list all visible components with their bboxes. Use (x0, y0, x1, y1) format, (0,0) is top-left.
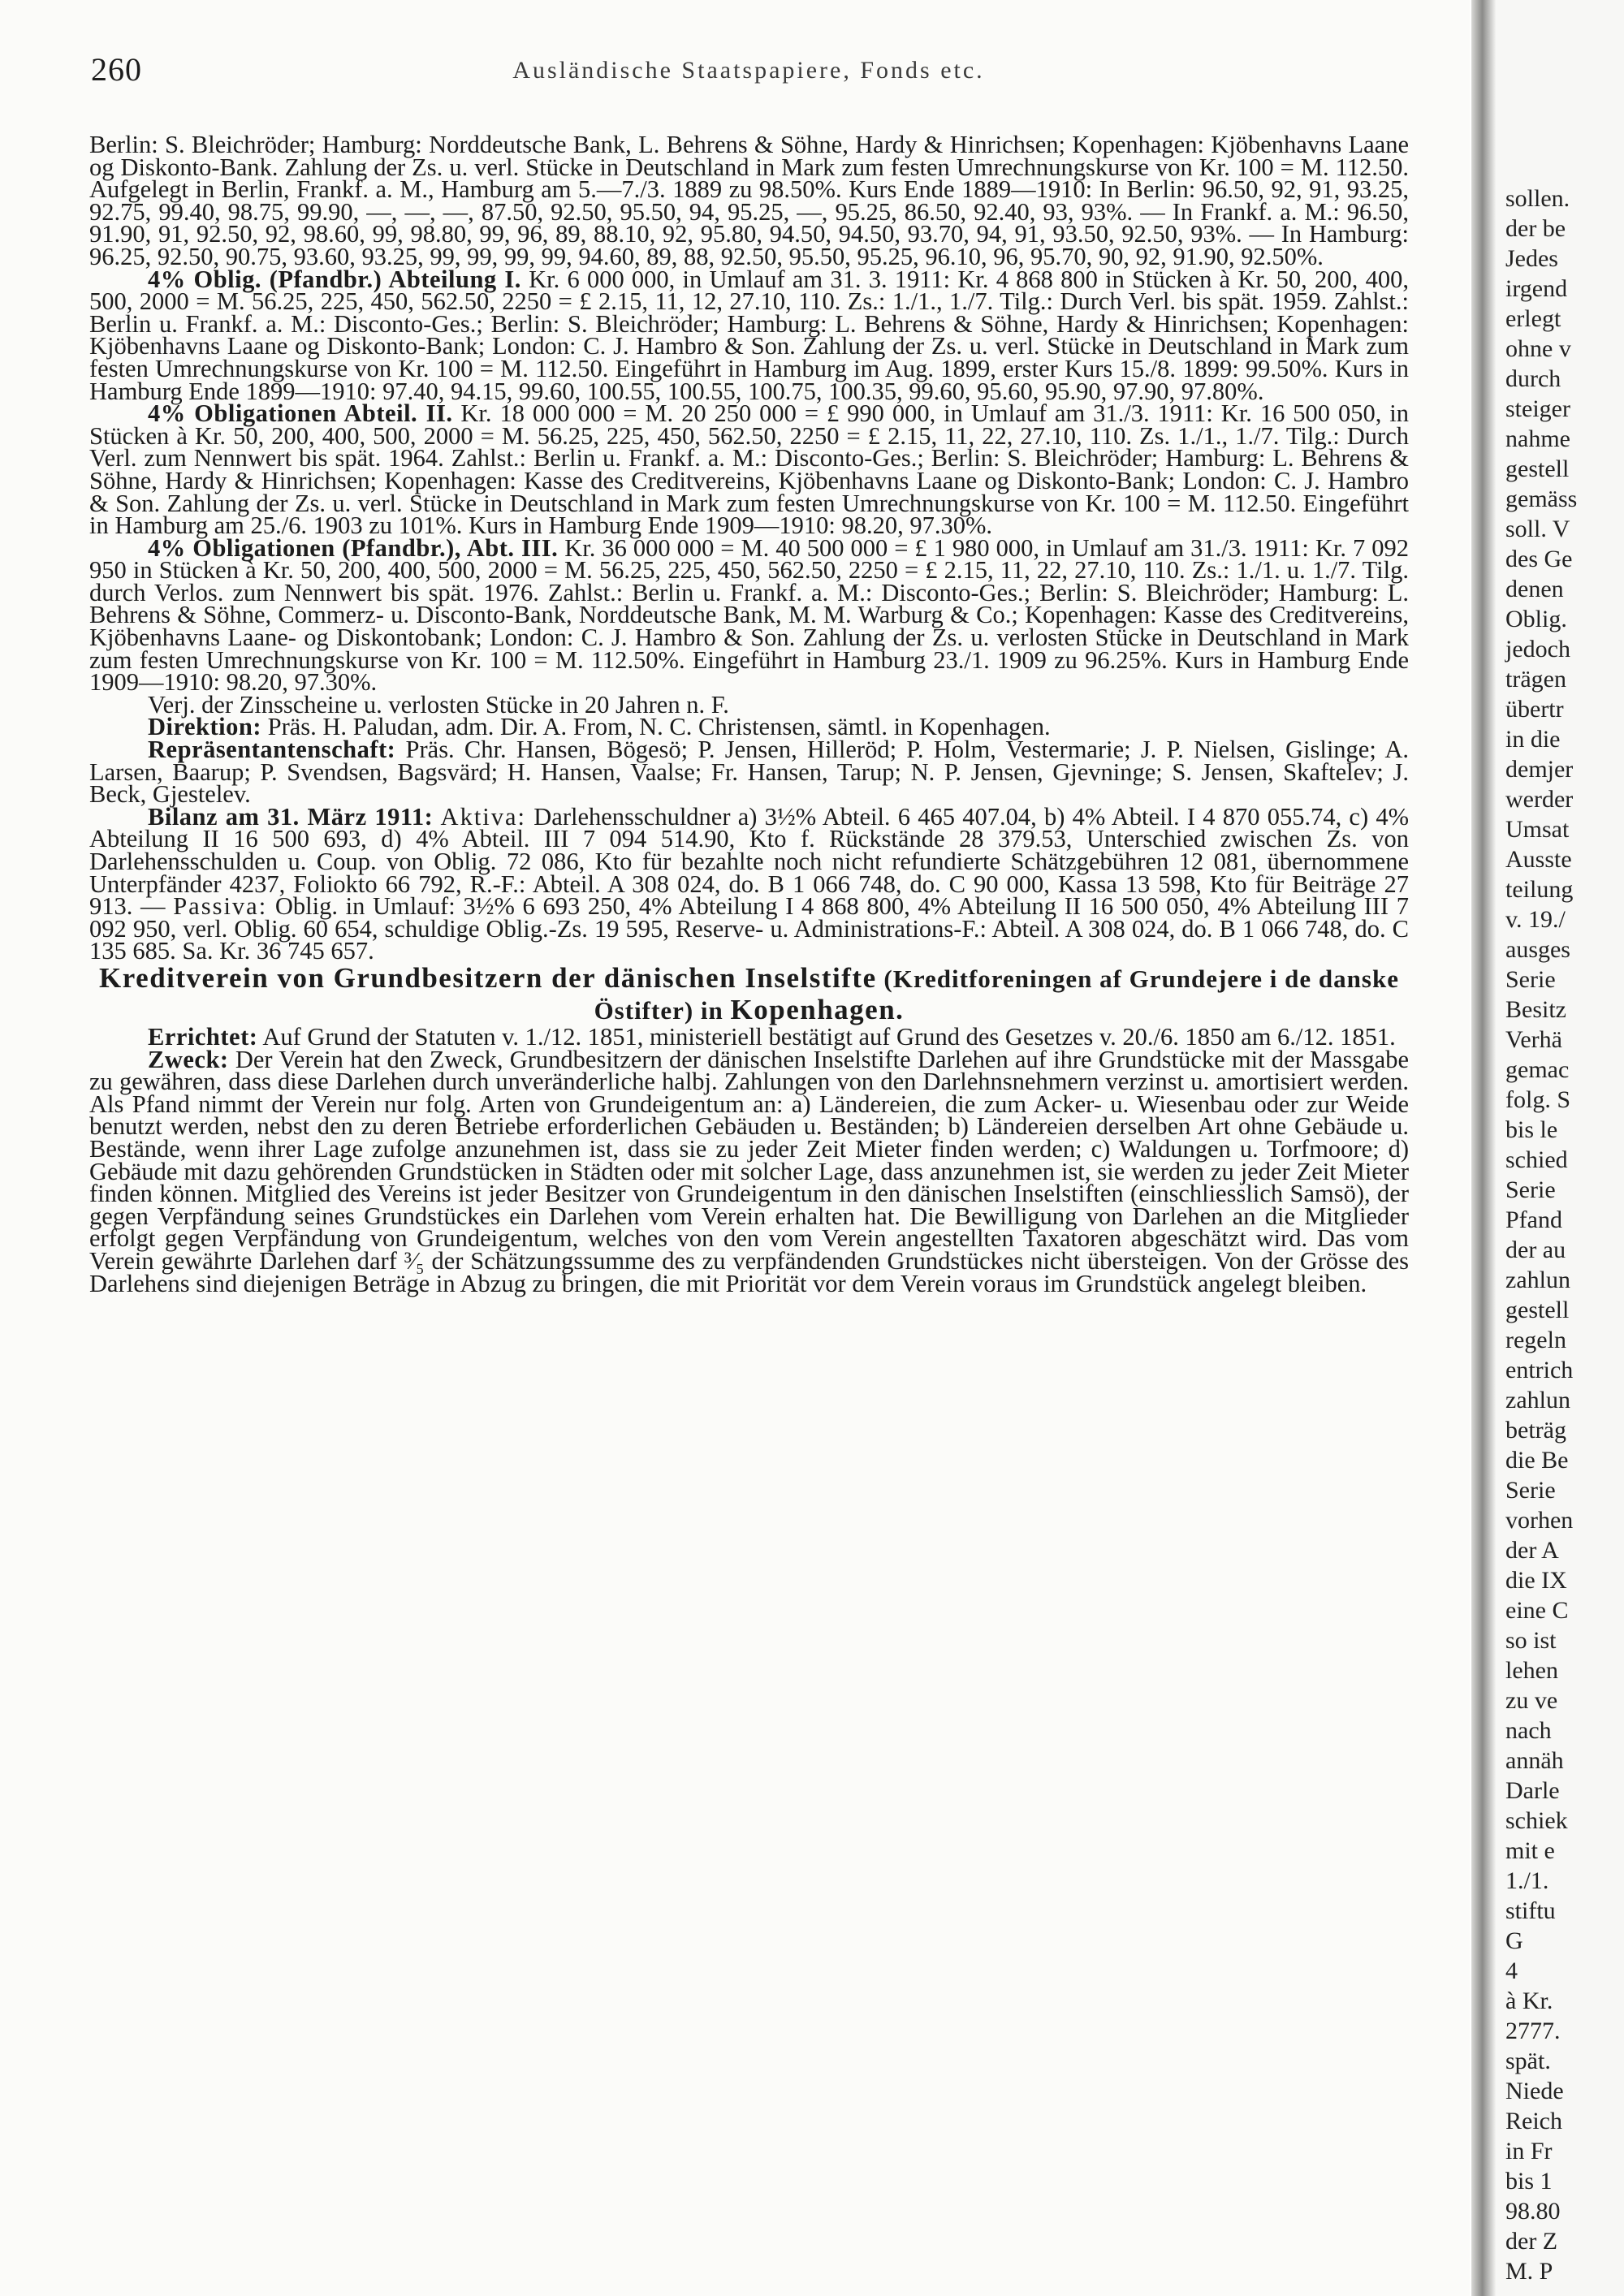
zweck-paragraph (89, 1045, 1409, 1297)
next-page-fragment: werder (1505, 786, 1574, 813)
next-page-fragment: bis 1 (1505, 2168, 1553, 2195)
next-page-fragment: teilung (1505, 876, 1574, 903)
abteilung-1-paragraph (89, 265, 1409, 405)
next-page-fragment: in die (1505, 726, 1561, 753)
next-page-fragment: 4 (1505, 1957, 1518, 1984)
next-page-fragment: der au (1505, 1236, 1566, 1263)
next-page-fragment: stiftu (1505, 1897, 1556, 1924)
section-heading-main: Kreditverein von Grundbesitzern der dänischen Inselstifte (99, 961, 877, 994)
next-page-fragment: 2777. (1505, 2018, 1561, 2044)
next-page-fragment: gestell (1505, 455, 1570, 482)
next-page-fragment: Pfand (1505, 1206, 1562, 1233)
next-page-fragment: beträg (1505, 1417, 1566, 1444)
next-page-fragment: die Be (1505, 1447, 1569, 1474)
next-page-fragment: ausges (1505, 936, 1570, 963)
abteilung-1-text: Kr. 6 000 000, in Umlauf am 31. 3. 1911: Kr. 4 868 800 in Stücken à Kr. 50, 200, 400, 500, 2000 = M. 56.25, 225, 450, 562.50, 2250 = £ 2.15, 11, 12, 27.10, 110. Zs.: 1./1., 1./7. Tilg.: Durch Verl. bis spät. 1959. Zahlst.: Berlin u. Frankf. a. M.: Disconto-Ges.; Berlin: S. Bleichröder; Hamburg: L. Behrens & Söhne, Hardy & Hinrichsen; Kopenhagen: Kjöbenhavns Laane og Diskonto-Bank; London: C. J. Hambro & Son. Zahlung der Zs. u. verl. Stücke in Deutschland in Mark zum festen Umrechnungskurse von Kr. 100 = M. 112.50. Eingeführt in Hamburg im Aug. 1899, erster Kurs 15./8. 1899: 99.50%. Kurs in Hamburg Ende 1899—1910: 97.40, 94.15, 99.60, 100.55, 100.55, 100.75, 100.35, 99.60, 95.60, 95.90, 97.90, 97.80%. (89, 265, 1409, 405)
intro-paragraph: Berlin: S. Bleichröder; Hamburg: Norddeutsche Bank, L. Behrens & Söhne, Hardy & Hinrichsen; Kopenhagen: Kjöbenhavns Laane og Diskonto-Bank. Zahlung der Zs. u. verl. Stücke in Deutschland in Mark zum festen Umrechnungskurse von Kr. 100 = M. 112.50. Aufgelegt in Berlin, Frankf. a. M., Hamburg am 5.—7./3. 1889 zu 98.50%. Kurs Ende 1889—1910: In Berlin: 96.50, 92, 91, 93.25, 92.75, 99.40, 98.75, 99.90, —, —, —, 87.50, 92.50, 95.50, 94, 95.25, —, 95.25, 86.50, 92.40, 93, 93%. — In Frankf. a. M.: 96.50, 91.90, 91, 92.50, 92, 98.60, 99, 98.80, 99, 96, 89, 88.10, 92, 95.80, 94.50, 94.50, 93.70, 94, 91, 93.50, 92.50, 93%. — In Hamburg: 96.25, 92.50, 90.75, 93.60, 93.25, 99, 99, 99, 99, 94.60, 89, 88, 92.50, 95.50, 95.25, 96.10, 96, 95.70, 90, 92, 91.90, 92.50%. (89, 131, 1409, 270)
section-heading (89, 963, 1409, 1026)
errichtet-label: Errichtet: (148, 1022, 258, 1051)
next-page-fragment: zahlun (1505, 1387, 1570, 1413)
next-page-fragment: zu ve (1505, 1687, 1558, 1714)
next-page-fragment: annäh (1505, 1747, 1564, 1774)
direktion-label: Direktion: (148, 713, 261, 741)
next-page-fragment: des Ge (1505, 546, 1573, 572)
abteilung-2-paragraph (89, 399, 1409, 540)
bilanz-paragraph (89, 802, 1409, 965)
next-page-edge (1496, 0, 1624, 2296)
next-page-fragment: gemac (1505, 1056, 1570, 1083)
next-page-fragment: denen (1505, 576, 1564, 602)
bilanz-passiva-label: Passiva: (173, 892, 268, 921)
bilanz-aktiva-text: Darlehensschuldner a) 3½% Abteil. 6 465 407.04, b) 4% Abteil. I 4 870 055.74, c) 4% Abteilung II 16 500 693, d) 4% Abteil. III 7 094 514.90, Kto f. Rückstände 28 379.53, Unterschied zwischen Zs. von Darlehensschulden u. Coup. von Oblig. 72 086, Kto für bezahlte noch nicht refundierte Schätzgebühren 12 081, übernommene Unterpfänder 4237, Foliokto 66 792, R.-F.: Abteil. A 308 024, do. B 1 066 748, do. C 90 000, Kassa 13 598, Kto für Beiträge 27 913. — (89, 802, 1409, 921)
next-page-fragment: gemäss (1505, 486, 1578, 512)
next-page-fragment: zahlun (1505, 1267, 1570, 1293)
next-page-fragment: so ist (1505, 1627, 1557, 1654)
next-page-fragment: regeln (1505, 1327, 1566, 1353)
abteilung-3-title: 4% Obligationen (Pfandbr.), Abt. III. (148, 533, 559, 562)
next-page-fragment: 98.80 (1505, 2198, 1561, 2225)
next-page-fragment: jedoch (1505, 636, 1570, 662)
next-page-fragment: vorhen (1505, 1507, 1574, 1534)
next-page-fragment: lehen (1505, 1657, 1558, 1684)
next-page-fragment: Verhä (1505, 1026, 1562, 1053)
zweck-label: Zweck: (148, 1045, 229, 1073)
book-gutter (1471, 0, 1496, 2296)
next-page-fragment: gestell (1505, 1297, 1570, 1323)
abteilung-3-text: Kr. 36 000 000 = M. 40 500 000 = £ 1 980 000, in Umlauf am 31./3. 1911: Kr. 7 092 950 in Stücken à Kr. 50, 200, 400, 500, 2000 = M. 56.25, 225, 450, 562.50, 2250 = £ 2.15, 11, 22, 27.10, 110. Zs.: 1./1. u. 1./7. Tilg. durch Verlos. zum Nennwert bis spät. 1976. Zahlst.: Berlin u. Frankf. a. M.: Disconto-Ges.; Berlin: S. Bleichröder; Hamburg: L. Behrens & Söhne, Commerz- u. Disconto-Bank, Norddeutsche Bank, M. M. Warburg & Co.; Kopenhagen: Kasse des Creditvereins, Kjöbenhavns Laane- og Diskontobank; London: C. J. Hambro & Son. Zahlung der Zs. u. verlosten Stücke in Deutschland in Mark zum festen Umrechnungskurse von Kr. 100 = M. 112.50%. Eingeführt in Hamburg 23./1. 1909 zu 96.25%. Kurs in Hamburg Ende 1909—1910: 98.20, 97.30%. (89, 533, 1409, 697)
next-page-fragment: demjer (1505, 756, 1574, 783)
repraesentantenschaft-text: Präs. Chr. Hansen, Bögesö; P. Jensen, Hilleröd; P. Holm, Vestermarie; J. P. Nielsen, Gislinge; A. Larsen, Baarup; P. Svendsen, Bagsvärd; H. Hansen, Vaalse; Fr. Hansen, Tarup; N. P. Jensen, Gjevninge; S. Jensen, Skaftelev; J. Beck, Gjestelev. (89, 736, 1409, 809)
next-page-fragment: Serie (1505, 1477, 1556, 1504)
next-page-fragment: Niede (1505, 2078, 1564, 2104)
repraesentantenschaft-label: Repräsentantenschaft: (148, 736, 396, 764)
next-page-fragment: entrich (1505, 1357, 1574, 1383)
abteilung-2-title: 4% Obligationen Abteil. II. (148, 399, 453, 428)
next-page-fragment: die IX (1505, 1567, 1567, 1594)
errichtet-text: Auf Grund der Statuten v. 1./12. 1851, ministeriell bestätigt auf Grund des Gesetzes v. 20./6. 1850 am 6./12. 1851. (257, 1022, 1396, 1051)
next-page-fragment: steiger (1505, 395, 1570, 422)
abteilung-2-text: Kr. 18 000 000 = M. 20 250 000 = £ 990 000, in Umlauf am 31./3. 1911: Kr. 16 500 050, in Stücken à Kr. 50, 200, 400, 500, 2000 = M. 56.25, 225, 450, 562.50, 2250 = £ 2.15, 11, 22, 27.10, 110. Zs. 1./1., 1./7. Tilg.: Durch Verl. zum Nennwert bis spät. 1964. Zahlst.: Berlin u. Frankf. a. M.: Disconto-Ges.; Berlin: S. Bleichröder; Hamburg: L. Behrens & Söhne, Hardy & Hinrichsen; Kopenhagen: Kasse des Creditvereins, Kjöbenhavns Laane og Diskonto-Bank; London: C. J. Hambro & Son. Zahlung der Zs. u. verl. Stücke in Deutschland in Mark zum festen Umrechnungskurse von Kr. 100 = M. 112.50. Eingeführt in Hamburg am 25./6. 1903 zu 101%. Kurs in Hamburg Ende 1909—1910: 98.20, 97.30%. (89, 399, 1409, 540)
next-page-fragment: erlegt (1505, 305, 1561, 332)
next-page-fragment: durch (1505, 365, 1561, 392)
next-page-fragment: à Kr. (1505, 1987, 1553, 2014)
next-page-fragment: G (1505, 1927, 1523, 1954)
next-page-fragment: der A (1505, 1537, 1559, 1564)
next-page-fragment: Darle (1505, 1777, 1560, 1804)
repraesentantenschaft-paragraph (89, 736, 1409, 809)
next-page-fragment: mit e (1505, 1837, 1555, 1864)
next-page-fragment: trägen (1505, 666, 1566, 693)
next-page-fragment: schied (1505, 1146, 1568, 1173)
section-heading-in: in (693, 995, 731, 1025)
next-page-fragment: M. P (1505, 2258, 1553, 2285)
next-page-fragment: nahme (1505, 425, 1570, 452)
bilanz-aktiva-label: Aktiva: (440, 802, 527, 831)
section-heading-subtitle: (Kreditforeningen af Grundejere i de danske Östifter) (594, 964, 1399, 1025)
section-heading-city: Kopenhagen. (730, 993, 905, 1025)
abteilung-1-title: 4% Oblig. (Pfandbr.) Abteilung I. (148, 265, 521, 293)
next-page-fragment: in Fr (1505, 2138, 1553, 2164)
next-page-fragment: soll. V (1505, 516, 1570, 542)
page-header (91, 50, 1406, 99)
running-title: Ausländische Staatspapiere, Fonds etc. (512, 57, 985, 84)
bilanz-passiva-text: Oblig. in Umlauf: 3½% 6 693 250, 4% Abteilung I 4 868 800, 4% Abteilung II 16 500 050, 4% Abteilung III 7 092 950, verl. Oblig. 60 654, schuldige Oblig.-Zs. 19 595, Reserve- u. Administrations-F.: Abteil. A 308 024, do. B 1 066 748, do. C 135 685. Sa. Kr. 36 745 657. (89, 892, 1409, 965)
next-page-fragment: Oblig. (1505, 606, 1567, 632)
next-page-fragment: irgend (1505, 275, 1568, 302)
next-page-fragment: der be (1505, 215, 1566, 242)
next-page-fragment: nach (1505, 1717, 1552, 1744)
next-page-fragment: Ausste (1505, 846, 1572, 873)
next-page-fragment: übertr (1505, 696, 1564, 723)
next-page-fragment: sollen. (1505, 185, 1570, 212)
next-page-fragment: bis le (1505, 1116, 1558, 1143)
next-page-fragment: ohne v (1505, 335, 1571, 362)
direktion-text: Präs. H. Paludan, adm. Dir. A. From, N. C. Christensen, sämtl. in Kopenhagen. (261, 713, 1051, 741)
body-text (89, 131, 1409, 1297)
next-page-fragment: folg. S (1505, 1086, 1571, 1113)
verjaehrung-paragraph: Verj. der Zinsscheine u. verlosten Stücke in 20 Jahren n. F. (148, 690, 729, 719)
next-page-fragment: 1./1. (1505, 1867, 1549, 1894)
next-page-fragment: eine C (1505, 1597, 1569, 1624)
next-page-fragment: Umsat (1505, 816, 1570, 843)
abteilung-3-paragraph (89, 533, 1409, 697)
next-page-fragment: der Z (1505, 2228, 1558, 2255)
page-number: 260 (91, 51, 142, 88)
next-page-fragment: Reich (1505, 2108, 1562, 2134)
next-page-fragment: spät. (1505, 2048, 1551, 2074)
next-page-fragment: Jedes (1505, 245, 1558, 272)
bilanz-label: Bilanz am 31. März 1911: (148, 802, 434, 831)
zweck-text: Der Verein hat den Zweck, Grundbesitzern der dänischen Inselstifte Darlehen auf ihre Grundstücke mit der Massgabe zu gewähren, dass diese Darlehen durch unveränderliche halbj. Zahlungen von den Darlehnsnehmern verzinst u. amortisiert werden. Als Pfand nimmt der Verein nur folg. Arten von Grundeigentum an: a) Ländereien, die zum Acker- u. Wiesenbau oder zur Weide benutzt werden, nebst den zu deren Betriebe erforderlichen Gebäuden u. Beständen; b) Ländereien derselben Art ohne Gebäude u. Bestände, wenn ihrer Lage zufolge anzunehmen ist, dass sie zu jeder Zeit Mieter finden werden; c) Waldungen u. Torfmoore; d) Gebäude mit dazu gehörenden Grundstücken in Städten oder mit solcher Lage, dass anzunehmen ist, sie werden zu jeder Zeit Mieter finden können. Mitglied des Vereins ist jeder Besitzer von Grundeigentum in den dänischen Inselstiften (einschliesslich Samsö), der gegen Verpfändung seines Grundstückes ein Darlehen vom Verein erhalten hat. Die Bewilligung von Darlehen an die Mitglieder erfolgt gegen Verpfändung von Grundeigentum, welches von den vom Verein angestellten Taxatoren abgeschätzt wird. Das vom Verein gewährte Darlehen darf ³⁄₅ der Schätzungssumme des zu verpfändenden Grundstückes nicht übersteigen. Von der Grösse des Darlehens sind diejenigen Beträge in Abzug zu bringen, die mit Priorität vor dem Verein voraus im Grundstück angelegt bleiben. (89, 1045, 1409, 1297)
next-page-fragment: schiek (1505, 1807, 1568, 1834)
next-page-fragment: Besitz (1505, 996, 1566, 1023)
next-page-fragment: Serie (1505, 966, 1556, 993)
next-page-fragment: v. 19./ (1505, 906, 1566, 933)
next-page-fragment: Serie (1505, 1176, 1556, 1203)
